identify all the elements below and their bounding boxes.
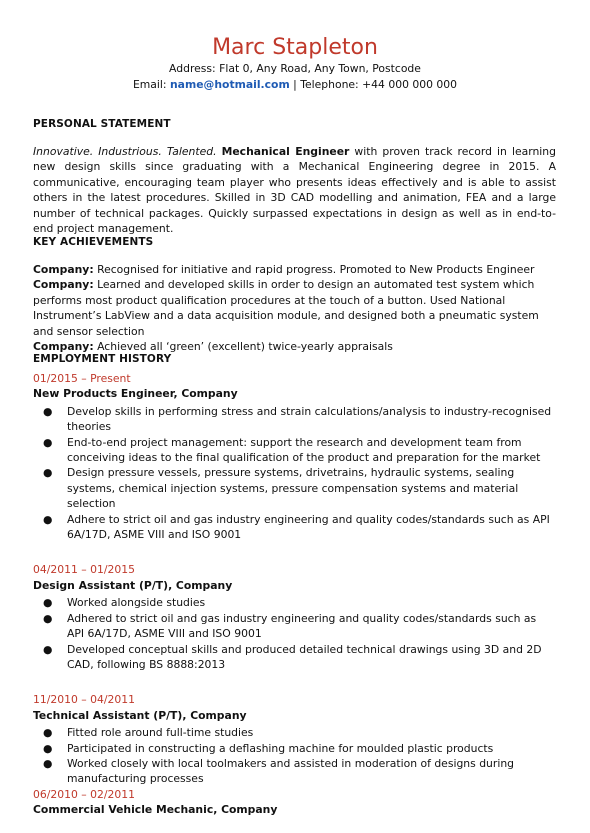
job-title: Commercial Vehicle Mechanic, Company: [33, 803, 278, 817]
job-bullets: [33, 595, 556, 672]
achievements-section: [33, 236, 556, 354]
bullet-icon: ●: [43, 611, 53, 625]
job-bullet: [43, 642, 556, 673]
job-bullet: [43, 465, 556, 511]
contact-block: [33, 61, 557, 92]
statement-body: with proven track record in learning new design skills since graduating with a Mechanical Engineering degree in 2015. A communicative, encouraging team player who presents ideas effectively and is able to assist others in the latest procedures. Skilled in 3D CAD modelling and animation, FEA and a large number of technical packages. Quickly surpassed expectations in design as well as in end-to-end project management.: [33, 145, 556, 236]
job-bullet: [43, 741, 556, 756]
bullet-text: Adhere to strict oil and gas industry engineering and quality codes/standards such as API 6A/17D, ASME VIII and ISO 9001: [67, 512, 550, 542]
bullet-text: Develop skills in performing stress and strain calculations/analysis to industry-recognised theories: [67, 404, 552, 434]
job-entry: [33, 562, 556, 672]
job-entry: [33, 692, 556, 786]
achievement-item: [33, 277, 556, 339]
bullet-text: Design pressure vessels, pressure systems, drivetrains, hydraulic systems, sealing systems, chemical injection systems, pressure compensation systems and material selection: [67, 466, 519, 511]
email-link[interactable]: name@hotmail.com: [170, 77, 290, 91]
job-bullet: [43, 595, 556, 610]
job-title: New Products Engineer, Company: [33, 387, 238, 401]
statement-lead: Innovative. Industrious. Talented.: [33, 145, 217, 158]
job-bullet: [43, 512, 556, 543]
job-date: 01/2015 – Present: [33, 372, 131, 385]
job-title: Design Assistant (P/T), Company: [33, 578, 233, 592]
job-date: 06/2010 – 02/2011: [33, 787, 135, 801]
bullet-icon: ●: [43, 726, 53, 740]
achievement-text: Recognised for initiative and rapid progress. Promoted to New Products Engineer: [93, 263, 535, 276]
achievement-item: [33, 262, 556, 277]
job-date: 11/2010 – 04/2011: [33, 693, 135, 707]
bullet-icon: ●: [43, 642, 53, 656]
job-entry: [33, 371, 556, 542]
bullet-text: End-to-end project management: support the research and development team from conceiving ideas to the final qualification of the product and preparation for the market: [67, 435, 541, 465]
bullet-text: Adhered to strict oil and gas industry engineering and quality codes/standards such as API 6A/17D, ASME VIII and ISO 9001: [67, 611, 537, 641]
achievements-list: [33, 262, 556, 354]
bullet-icon: ●: [43, 741, 53, 755]
achievement-label: Company:: [33, 263, 94, 276]
job-title: Technical Assistant (P/T), Company: [33, 708, 247, 722]
job-date: 04/2011 – 01/2015: [33, 563, 135, 577]
address-line: Address: Flat 0, Any Road, Any Town, Postcode: [169, 62, 421, 75]
bullet-icon: ●: [43, 404, 53, 418]
bullet-icon: ●: [43, 756, 53, 770]
phone-text: | Telephone: +44 000 000 000: [289, 77, 458, 91]
statement-role: Mechanical Engineer: [221, 145, 350, 158]
bullet-icon: ●: [43, 435, 53, 449]
job-bullet: [43, 611, 556, 642]
bullet-text: Fitted role around full-time studies: [67, 726, 254, 740]
job-bullet: [43, 404, 556, 435]
personal-statement-text: [33, 144, 556, 236]
job-entry: [33, 787, 556, 818]
achievement-label: Company:: [33, 278, 94, 292]
cv-name: Marc Stapleton: [212, 35, 378, 60]
email-phone-line: [33, 77, 557, 93]
achievement-text: Achieved all ‘green’ (excellent) twice-yearly appraisals: [93, 340, 393, 354]
bullet-icon: ●: [43, 512, 53, 526]
achievement-text: Learned and developed skills in order to design an automated test system which performs most product qualification procedures at the touch of a button. Used National Instrument’s LabView and a data acquisition module, and designed both a pneumatic system and sensor selection: [33, 278, 539, 338]
bullet-icon: ●: [43, 596, 53, 610]
job-bullets: [33, 725, 556, 787]
section-title-employment: EMPLOYMENT HISTORY: [33, 353, 172, 365]
bullet-icon: ●: [43, 466, 53, 480]
job-bullets: [33, 404, 556, 543]
employment-section: [33, 353, 556, 818]
job-bullet: [43, 756, 556, 787]
job-bullet: [43, 725, 556, 740]
bullet-text: Participated in constructing a deflashing machine for moulded plastic products: [67, 741, 494, 755]
email-label: Email:: [132, 77, 170, 91]
bullet-text: Worked alongside studies: [67, 596, 206, 610]
bullet-text: Developed conceptual skills and produced detailed technical drawings using 3D and 2D CAD, following BS 8888:2013: [67, 642, 542, 671]
bullet-text: Worked closely with local toolmakers and assisted in moderation of designs during manufacturing processes: [67, 756, 515, 786]
job-bullet: [43, 435, 556, 466]
achievement-label: Company:: [33, 340, 94, 354]
personal-statement-section: [33, 118, 556, 236]
section-title-achievements: KEY ACHIEVEMENTS: [33, 236, 154, 248]
section-title-personal-statement: PERSONAL STATEMENT: [33, 118, 171, 130]
